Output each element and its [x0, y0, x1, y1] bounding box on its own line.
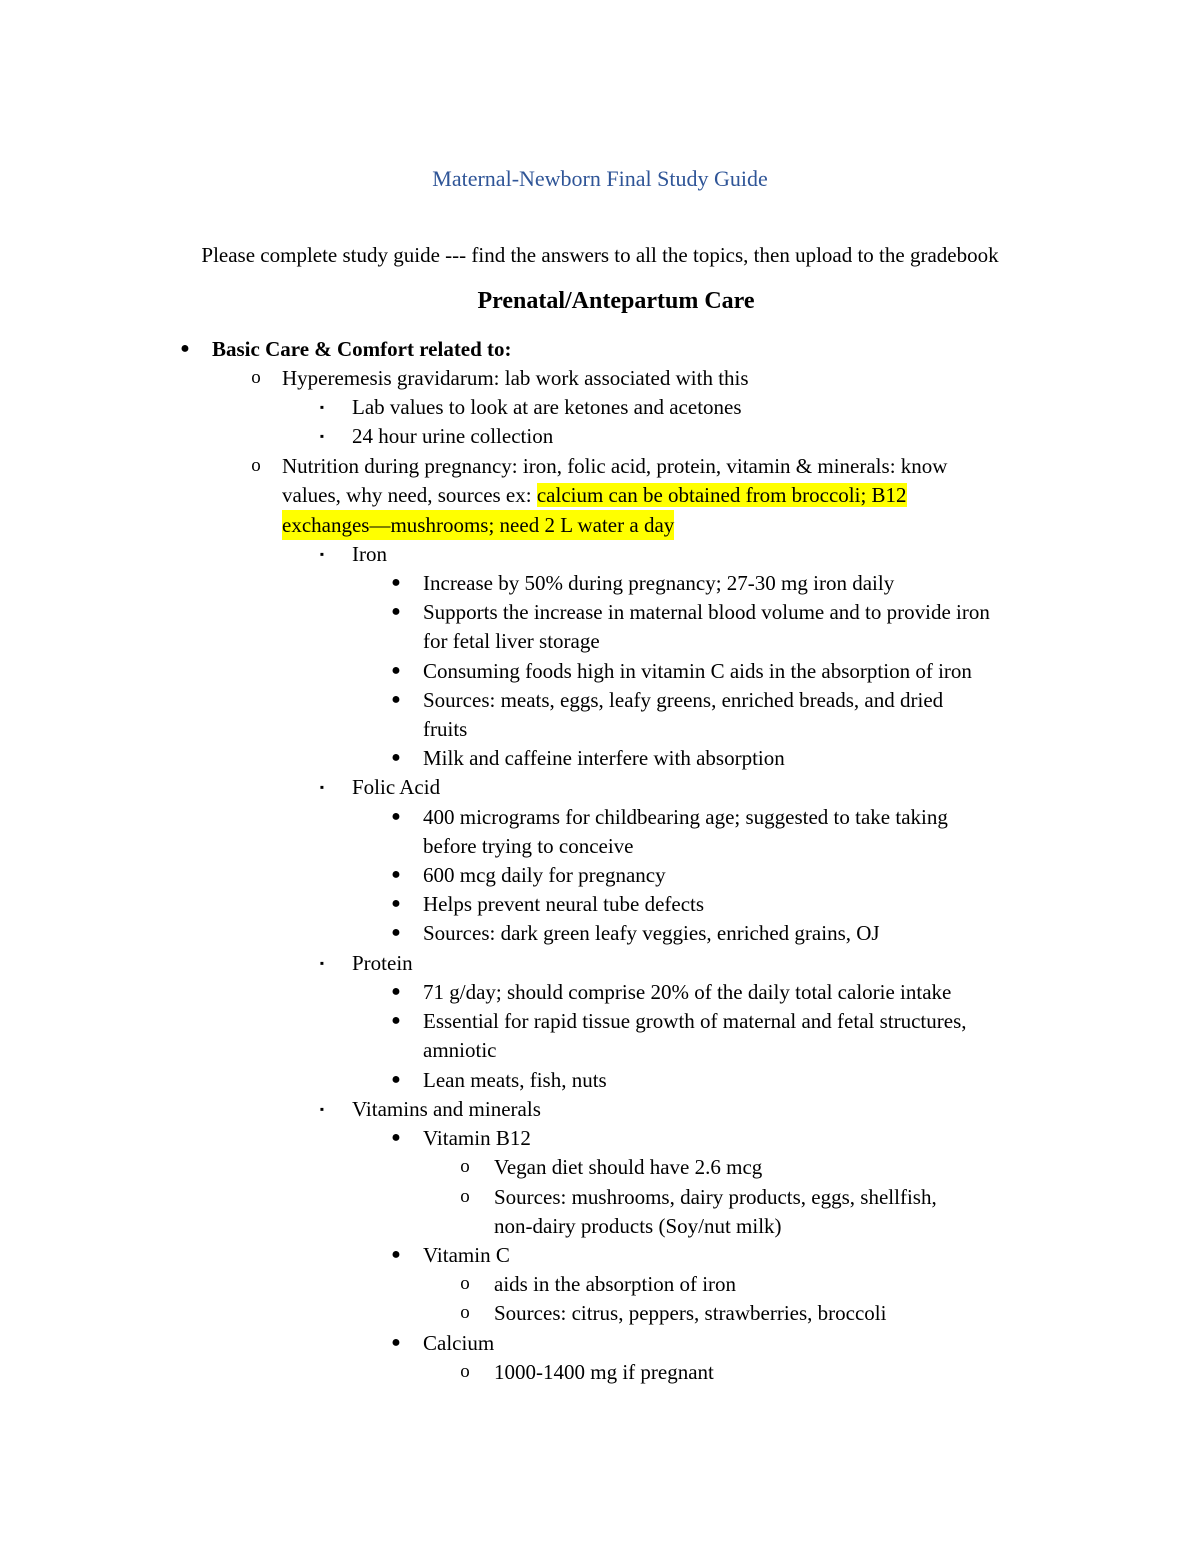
list-item-text: Sources: citrus, peppers, strawberries, broccoli: [494, 1301, 887, 1325]
list-item-text: Calcium: [423, 1331, 495, 1355]
disc-bullet-icon: ●: [391, 749, 401, 766]
square-bullet-icon: ▪: [319, 400, 325, 414]
list-item-text: Supports the increase in maternal blood volume and to provide iron: [423, 600, 990, 624]
square-bullet-icon: ▪: [319, 429, 325, 443]
list-item-text: Sources: mushrooms, dairy products, eggs, shellfish,: [494, 1185, 937, 1209]
square-bullet-icon: ▪: [319, 1102, 325, 1116]
list-item-text: Sources: dark green leafy veggies, enriched grains, OJ: [423, 921, 880, 945]
list-item-text: Basic Care & Comfort related to:: [212, 337, 512, 361]
list-item-text: [282, 480, 907, 510]
square-bullet-icon: ▪: [319, 780, 325, 794]
circle-bullet-icon: o: [460, 1302, 470, 1323]
list-item-text: Iron: [352, 542, 387, 566]
list-item-text: Vegan diet should have 2.6 mcg: [494, 1155, 763, 1179]
disc-bullet-icon: ●: [391, 1071, 401, 1088]
list-item-text: 600 mcg daily for pregnancy: [423, 863, 666, 887]
disc-bullet-icon: ●: [391, 1334, 401, 1351]
instructions-text: Please complete study guide --- find the answers to all the topics, then upload to the gradebook: [201, 243, 999, 267]
disc-bullet-icon: ●: [391, 691, 401, 708]
disc-bullet-icon: ●: [391, 808, 401, 825]
disc-bullet-icon: ●: [391, 924, 401, 941]
list-item-text: fruits: [423, 717, 468, 741]
list-item-text: amniotic: [423, 1038, 497, 1062]
list-item-text: Sources: meats, eggs, leafy greens, enriched breads, and dried: [423, 688, 944, 712]
circle-bullet-icon: o: [460, 1186, 470, 1207]
circle-bullet-icon: o: [251, 455, 261, 476]
list-item-text: 71 g/day; should comprise 20% of the daily total calorie intake: [423, 980, 952, 1004]
disc-bullet-icon: ●: [180, 340, 190, 357]
highlighted-text: exchanges—mushrooms; need 2 L water a day: [282, 510, 674, 540]
list-item-text: Milk and caffeine interfere with absorption: [423, 746, 785, 770]
list-item-text: 400 micrograms for childbearing age; suggested to take taking: [423, 805, 948, 829]
list-item-text: aids in the absorption of iron: [494, 1272, 737, 1296]
list-item-text: Consuming foods high in vitamin C aids in the absorption of iron: [423, 659, 972, 683]
list-item-text: 1000-1400 mg if pregnant: [494, 1360, 714, 1384]
disc-bullet-icon: ●: [391, 1129, 401, 1146]
list-item-text: Vitamin C: [423, 1243, 510, 1267]
disc-bullet-icon: ●: [391, 574, 401, 591]
list-item-text: Protein: [352, 951, 413, 975]
highlighted-text: calcium can be obtained from broccoli; B12: [536, 483, 907, 507]
list-item-text: Increase by 50% during pregnancy; 27-30 mg iron daily: [423, 571, 895, 595]
circle-bullet-icon: o: [251, 367, 261, 388]
list-item-text: 24 hour urine collection: [352, 424, 554, 448]
disc-bullet-icon: ●: [391, 603, 401, 620]
document-title: Maternal-Newborn Final Study Guide: [432, 166, 768, 191]
list-item-text: Nutrition during pregnancy: iron, folic acid, protein, vitamin & minerals: know: [282, 454, 948, 478]
list-item-text: Lean meats, fish, nuts: [423, 1068, 607, 1092]
list-item-text: non-dairy products (Soy/nut milk): [494, 1214, 782, 1238]
list-item-text: Essential for rapid tissue growth of maternal and fetal structures,: [423, 1009, 967, 1033]
square-bullet-icon: ▪: [319, 956, 325, 970]
disc-bullet-icon: ●: [391, 983, 401, 1000]
list-item-text: Lab values to look at are ketones and acetones: [352, 395, 742, 419]
list-item-text: for fetal liver storage: [423, 629, 600, 653]
disc-bullet-icon: ●: [391, 662, 401, 679]
list-item-text: Vitamins and minerals: [352, 1097, 541, 1121]
disc-bullet-icon: ●: [391, 866, 401, 883]
list-item-text: Folic Acid: [352, 775, 441, 799]
circle-bullet-icon: o: [460, 1156, 470, 1177]
disc-bullet-icon: ●: [391, 895, 401, 912]
disc-bullet-icon: ●: [391, 1012, 401, 1029]
circle-bullet-icon: o: [460, 1273, 470, 1294]
circle-bullet-icon: o: [460, 1361, 470, 1382]
list-item-text: Hyperemesis gravidarum: lab work associated with this: [282, 366, 749, 390]
disc-bullet-icon: ●: [391, 1246, 401, 1263]
list-item-text: Vitamin B12: [423, 1126, 531, 1150]
list-item-text-plain: values, why need, sources ex:: [282, 483, 537, 507]
list-item-text: before trying to conceive: [423, 834, 634, 858]
list-item-text: Helps prevent neural tube defects: [423, 892, 705, 916]
square-bullet-icon: ▪: [319, 547, 325, 561]
section-heading: Prenatal/Antepartum Care: [477, 288, 755, 314]
